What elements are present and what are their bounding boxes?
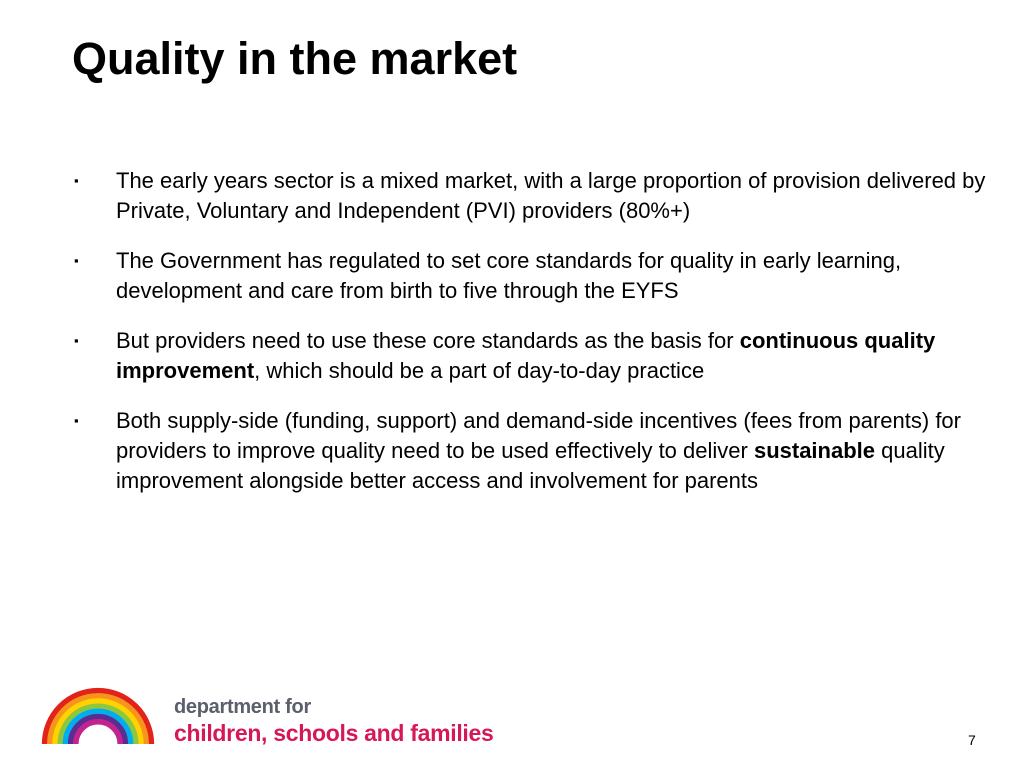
bullet-text: Both supply-side (funding, support) and demand-side incentives (fees from parents) for providers to improve quality need to be used effectively to deliver (116, 408, 961, 463)
dcsf-logo (40, 680, 510, 750)
bullet-text: The Government has regulated to set core standards for quality in early learning, development and care from birth to five through the EYFS (116, 248, 902, 303)
bullet-item (72, 166, 992, 226)
bullet-item (72, 246, 992, 306)
bullet-marker: ▪ (74, 333, 79, 348)
bullet-list (72, 166, 992, 516)
page-number: 7 (968, 732, 976, 748)
bullet-text-bold: continuous quality improvement (116, 328, 936, 383)
bullet-text-bold: sustainable (753, 438, 875, 463)
bullet-marker: ▪ (74, 173, 79, 188)
bullet-text: , which should be a part of day-to-day practice (254, 358, 705, 383)
rainbow-icon (40, 680, 164, 750)
bullet-marker: ▪ (74, 413, 79, 428)
logo-text-line2: children, schools and families (174, 720, 494, 746)
bullet-marker: ▪ (74, 253, 79, 268)
bullet-text: The early years sector is a mixed market, with a large proportion of provision delivered by Private, Voluntary and Independent (PVI) providers (80%+) (116, 168, 986, 223)
logo-text-line1: department for (174, 696, 311, 718)
bullet-item (72, 406, 992, 496)
bullet-text: But providers need to use these core standards as the basis for (116, 328, 740, 353)
bullet-item (72, 326, 992, 386)
slide-title: Quality in the market (72, 33, 518, 84)
rainbow-band (76, 722, 120, 744)
bullet-text: quality improvement alongside better access and involvement for parents (116, 438, 945, 493)
